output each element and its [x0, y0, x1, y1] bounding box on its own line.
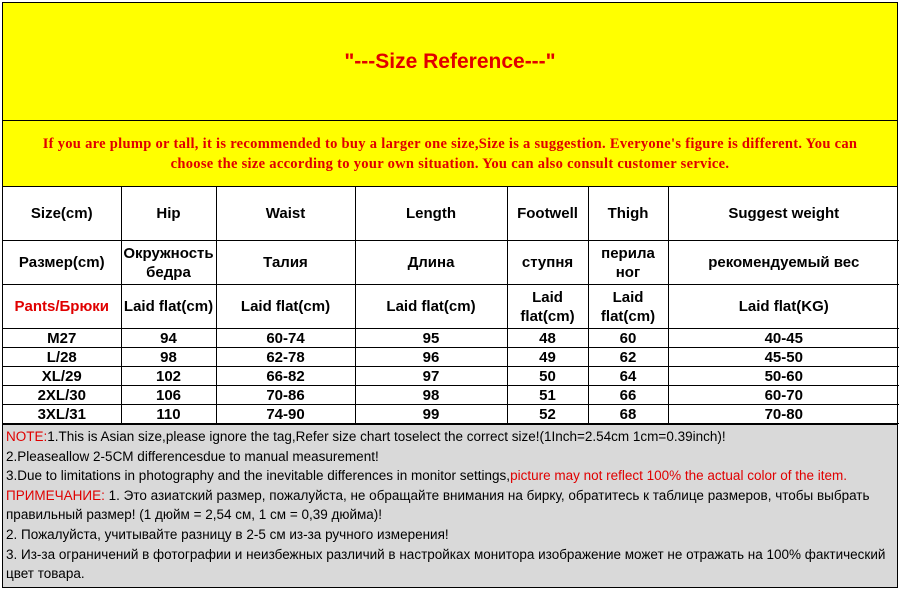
- table-row: [3, 329, 899, 348]
- header-cell: Length: [355, 187, 507, 241]
- table-row: [3, 386, 899, 405]
- size-cell: M27: [3, 329, 121, 348]
- header-cell: Laid flat(cm): [507, 285, 588, 329]
- header-cell: Окружность бедра: [121, 241, 216, 285]
- header-row-unit: [3, 285, 899, 329]
- header-row-ru: [3, 241, 899, 285]
- intro-band: [3, 121, 897, 187]
- table-cell: 96: [355, 348, 507, 367]
- table-cell: 60-74: [216, 329, 355, 348]
- header-cell: перила ног: [588, 241, 668, 285]
- table-cell: 60-70: [668, 386, 899, 405]
- note-text: 3.Due to limitations in photography and the inevitable differences in monitor settings,: [6, 468, 511, 484]
- table-cell: 95: [355, 329, 507, 348]
- header-cell: Size(cm): [3, 187, 121, 241]
- table-cell: 49: [507, 348, 588, 367]
- header-cell: Laid flat(KG): [668, 285, 899, 329]
- table-row: [3, 367, 899, 386]
- intro-text: If you are plump or tall, it is recommended to buy a larger one size,Size is a suggestion. Everyone's figure is different. You can choose the size according to your own situation. You can also consult customer service.: [42, 135, 858, 172]
- note-label-ru: ПРИМЕЧАНИЕ:: [6, 487, 105, 503]
- note-warning: picture may not reflect 100% the actual color of the item.: [510, 468, 847, 484]
- table-cell: 51: [507, 386, 588, 405]
- note-ru-2: 2. Пожалуйста, учитывайте разницу в 2-5 см из-за ручного измерения!: [6, 526, 449, 542]
- note-label: NOTE:: [6, 429, 48, 444]
- header-cell: Hip: [121, 187, 216, 241]
- table-cell: 70-80: [668, 405, 899, 424]
- title-band: [3, 3, 897, 121]
- table-row: [3, 405, 899, 424]
- note-ru-3: 3. Из-за ограничений в фотографии и неизбежных различий в настройках монитора изображение может не отражать на 100% фактический цвет товара.: [6, 546, 886, 582]
- table-cell: 94: [121, 329, 216, 348]
- table-cell: 62-78: [216, 348, 355, 367]
- note-text: 1. Это азиатский размер, пожалуйста, не обращайте внимания на бирку, обратитесь к таблице размеров, чтобы выбрать правильный размер! (1 дюйм = 2,54 см, 1 см = 0,39 дюйма)!: [6, 487, 870, 523]
- note-ru-1: [6, 486, 893, 525]
- header-cell: Waist: [216, 187, 355, 241]
- header-cell: Thigh: [588, 187, 668, 241]
- pants-label: Pants/Брюки: [3, 285, 121, 329]
- table-row: [3, 348, 899, 367]
- size-cell: XL/29: [3, 367, 121, 386]
- size-reference-sheet: [2, 2, 898, 588]
- table-cell: 68: [588, 405, 668, 424]
- table-cell: 110: [121, 405, 216, 424]
- table-cell: 50-60: [668, 367, 899, 386]
- table-cell: 66: [588, 386, 668, 405]
- size-cell: 3XL/31: [3, 405, 121, 424]
- header-cell: Footwell: [507, 187, 588, 241]
- header-cell: Suggest weight: [668, 187, 899, 241]
- note-1: [6, 427, 893, 447]
- notes-panel: [3, 424, 897, 587]
- note-2: 2.Pleaseallow 2-5CM differencesdue to manual measurement!: [6, 448, 379, 464]
- table-cell: 70-86: [216, 386, 355, 405]
- note-3: [6, 466, 893, 486]
- table-cell: 50: [507, 367, 588, 386]
- table-cell: 45-50: [668, 348, 899, 367]
- header-cell: Размер(cm): [3, 241, 121, 285]
- table-cell: 98: [121, 348, 216, 367]
- header-cell: Laid flat(cm): [216, 285, 355, 329]
- size-cell: L/28: [3, 348, 121, 367]
- table-cell: 48: [507, 329, 588, 348]
- header-cell: рекомендуемый вес: [668, 241, 899, 285]
- table-cell: 98: [355, 386, 507, 405]
- table-cell: 60: [588, 329, 668, 348]
- table-cell: 40-45: [668, 329, 899, 348]
- header-cell: Laid flat(cm): [588, 285, 668, 329]
- table-cell: 99: [355, 405, 507, 424]
- note-text: 1.This is Asian size,please ignore the tag,Refer size chart toselect the correct size!(1Inch=2.54cm 1cm=0.39inch)!: [47, 429, 726, 444]
- size-cell: 2XL/30: [3, 386, 121, 405]
- table-cell: 106: [121, 386, 216, 405]
- table-cell: 64: [588, 367, 668, 386]
- table-cell: 52: [507, 405, 588, 424]
- table-cell: 74-90: [216, 405, 355, 424]
- header-cell: Laid flat(cm): [355, 285, 507, 329]
- header-row-en: [3, 187, 899, 241]
- header-cell: Талия: [216, 241, 355, 285]
- table-cell: 97: [355, 367, 507, 386]
- page-title: "---Size Reference---": [344, 49, 556, 73]
- table-cell: 66-82: [216, 367, 355, 386]
- header-cell: Laid flat(cm): [121, 285, 216, 329]
- table-cell: 62: [588, 348, 668, 367]
- header-cell: ступня: [507, 241, 588, 285]
- header-cell: Длина: [355, 241, 507, 285]
- size-table: [3, 187, 899, 424]
- table-cell: 102: [121, 367, 216, 386]
